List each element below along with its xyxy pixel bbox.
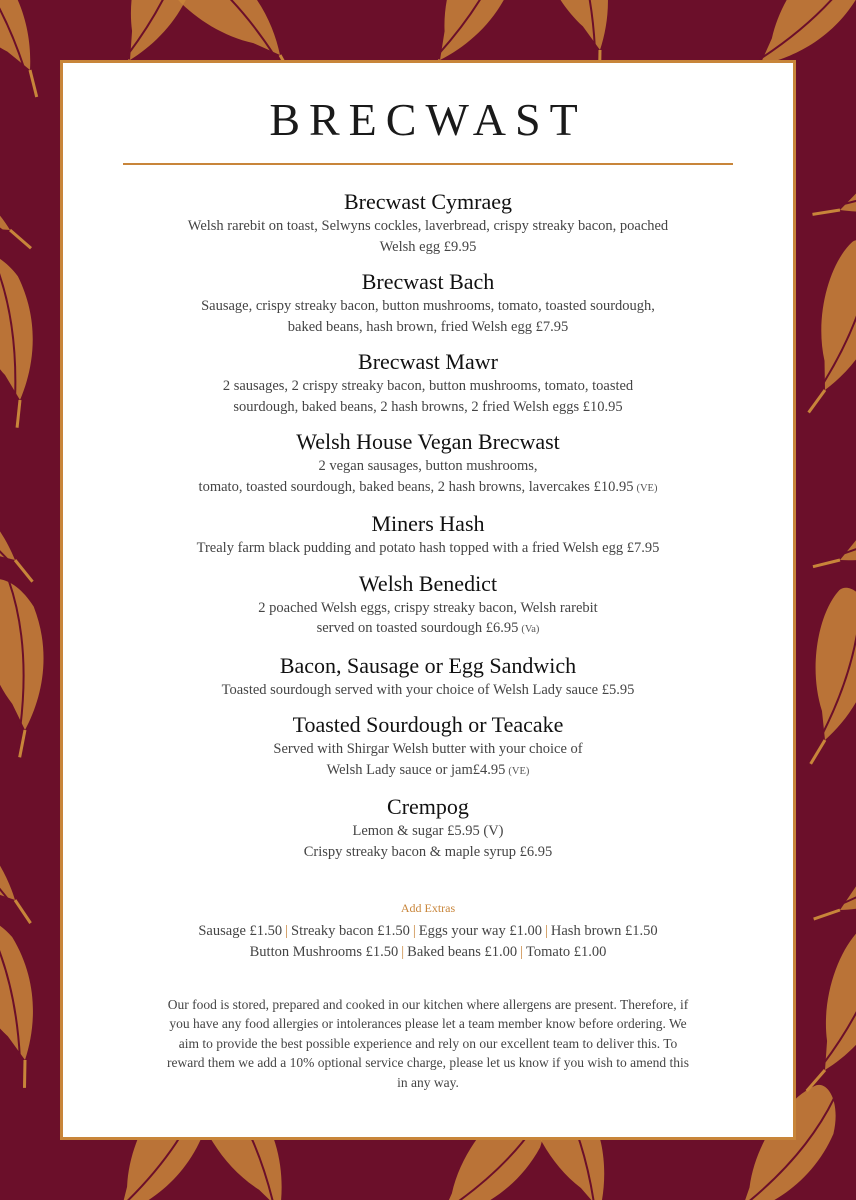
dish-description-line: tomato, toasted sourdough, baked beans, 2 hash browns, lavercakes £10.95	[198, 478, 634, 495]
dish-description	[63, 538, 793, 559]
menu-card	[60, 60, 796, 1140]
dish-description-line: Trealy farm black pudding and potato hash topped with a fried Welsh egg £7.95	[196, 540, 660, 556]
dish-name: Toasted Sourdough or Teacake	[292, 712, 564, 737]
dish-item	[63, 571, 793, 641]
feather-icon	[804, 793, 856, 952]
dish-item	[63, 794, 793, 862]
dish-item	[63, 653, 793, 701]
dish-name: Miners Hash	[371, 511, 485, 536]
feather-icon	[0, 455, 54, 594]
separator: |	[544, 923, 548, 939]
dietary-badge: (VE)	[508, 765, 530, 777]
dish-description-line: 2 sausages, 2 crispy streaky bacon, button mushrooms, tomato, toasted	[222, 378, 634, 394]
dish-name: Crempog	[387, 794, 469, 819]
dish-item	[63, 189, 793, 257]
dish-description	[63, 216, 793, 257]
dish-description-line: baked beans, hash brown, fried Welsh egg £7.95	[287, 318, 569, 335]
menu-title: BRECWAST	[269, 94, 587, 145]
separator: |	[285, 923, 289, 939]
feather-icon	[0, 785, 55, 935]
extras-title: Add Extras	[400, 901, 456, 915]
dish-name: Bacon, Sausage or Egg Sandwich	[279, 652, 577, 678]
dish-description-line: Crispy streaky bacon & maple syrup £6.95	[303, 843, 553, 860]
dish-description-line: 2 poached Welsh eggs, crispy streaky bacon, Welsh rarebit	[258, 599, 598, 616]
separator: |	[412, 923, 416, 939]
feather-icon	[0, 904, 65, 1092]
feather-icon	[0, 147, 46, 262]
feather-icon	[805, 112, 856, 251]
feather-icon	[795, 235, 856, 423]
dish-list	[63, 189, 793, 874]
dish-name: Brecwast Cymraeg	[344, 189, 512, 214]
dish-name: Welsh House Vegan Brecwast	[296, 429, 560, 454]
dish-description-line: Served with Shirgar Welsh butter with your choice of	[273, 741, 583, 757]
extra-item: Tomato £1.00	[526, 943, 607, 960]
extras-section	[63, 901, 793, 962]
dish-description-line: 2 vegan sausages, button mushrooms,	[318, 458, 538, 474]
dish-name: Brecwast Mawr	[358, 349, 498, 374]
dish-description	[63, 598, 793, 641]
dish-description	[63, 456, 793, 499]
separator: |	[520, 943, 524, 960]
dish-item	[63, 712, 793, 782]
extra-item: Sausage £1.50	[198, 923, 283, 939]
dietary-badge: (Va)	[521, 624, 540, 635]
dish-description-line: Welsh egg £9.95	[379, 238, 477, 255]
extra-item: Eggs your way £1.00	[418, 923, 542, 939]
extras-row	[63, 921, 793, 942]
extras-row	[63, 942, 793, 963]
dish-description-line: Sausage, crispy streaky bacon, button mushrooms, tomato, toasted sourdough,	[201, 298, 655, 314]
dietary-badge: (VE)	[636, 482, 658, 494]
dish-description	[63, 296, 793, 337]
dish-name: Welsh Benedict	[358, 570, 498, 596]
dish-description-line: sourdough, baked beans, 2 hash browns, 2 fried Welsh eggs £10.95	[233, 398, 623, 415]
dish-item	[63, 349, 793, 417]
separator: |	[401, 943, 405, 960]
dish-description-line: served on toasted sourdough £6.95	[316, 620, 519, 636]
dish-item	[63, 269, 793, 337]
dish-description	[63, 739, 793, 782]
feather-icon	[0, 573, 62, 760]
extra-item: Hash brown £1.50	[550, 923, 658, 939]
feather-icon	[805, 452, 856, 602]
dish-item	[63, 511, 793, 559]
feather-icon	[793, 917, 856, 1105]
dish-item	[63, 429, 793, 499]
dish-description	[63, 376, 793, 417]
feather-icon	[0, 243, 58, 431]
feather-icon	[797, 584, 856, 771]
dish-name: Brecwast Bach	[361, 269, 495, 294]
dish-description	[63, 680, 793, 701]
dish-description-line: Toasted sourdough served with your choice of Welsh Lady sauce £5.95	[221, 681, 635, 698]
dish-description-line: Welsh rarebit on toast, Selwyns cockles, laverbread, crispy streaky bacon, poached	[187, 218, 669, 234]
title-divider	[123, 163, 733, 165]
extra-item: Button Mushrooms £1.50	[249, 943, 399, 960]
extra-item: Streaky bacon £1.50	[291, 923, 410, 939]
allergen-notice: Our food is stored, prepared and cooked in our kitchen where allergens are present. Therefore, if you have any food allergies or intolerances please let a team member know before ordering. We aim to provide the best possible experience and rely on our excellent team to deliver this. To reward them we add a 10% optional service charge, please let us know if you wish to amend this in any way.	[167, 996, 689, 1090]
dish-description-line: Welsh Lady sauce or jam£4.95	[326, 761, 506, 778]
dish-description-line: Lemon & sugar £5.95 (V)	[352, 823, 504, 839]
extra-item: Baked beans £1.00	[407, 943, 518, 960]
dish-description	[63, 821, 793, 862]
